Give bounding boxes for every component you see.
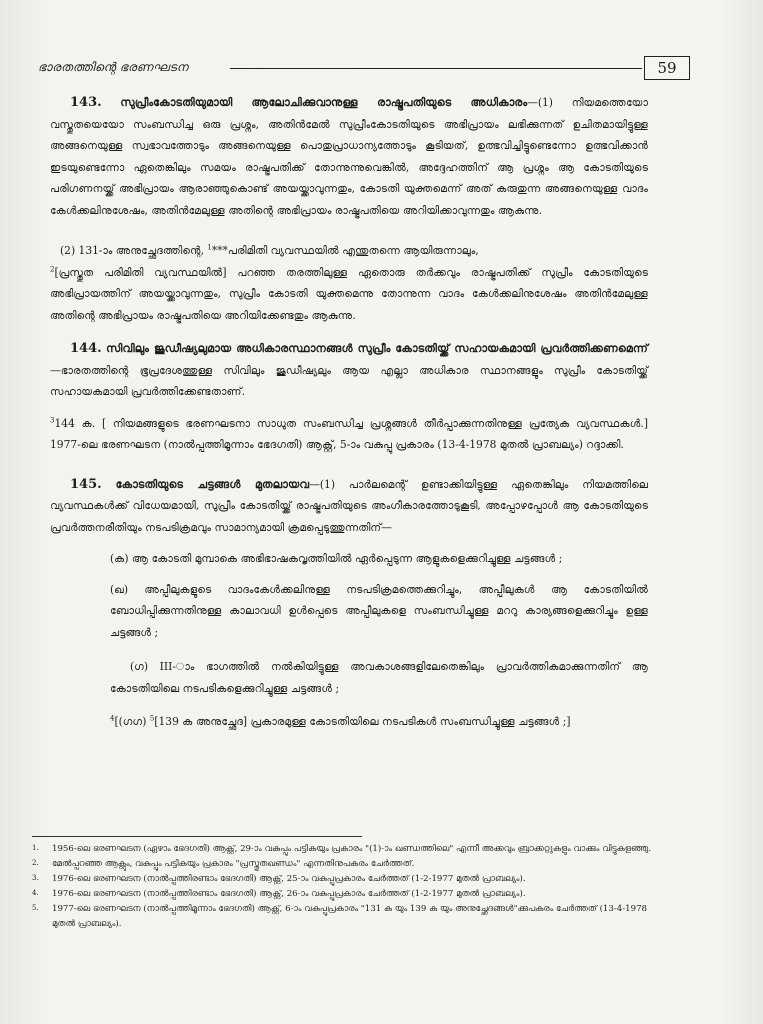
footnote-text: മേൽപ്പറഞ്ഞ ആക്റ്റും, വകുപ്പും പട്ടികയും പ്രകാരം "പ്രസ്തുതഖണ്ഡം" എന്നതിനുപകരം ചേർത്തത്. xyxy=(52,859,415,869)
footnote-marker: 3 xyxy=(50,415,55,424)
footnote-marker: 2 xyxy=(50,264,55,273)
section-144 xyxy=(50,338,648,403)
clause-text: [139 ക അനുച്ഛേദ] പ്രകാരമുള്ള കോടതിയിലെ നടപടികൾ സംബന്ധിച്ചുള്ള ചട്ടങ്ങൾ ;] xyxy=(154,715,571,728)
section-143-clause-2 xyxy=(50,240,648,326)
footnote-number: 5. xyxy=(32,904,39,912)
section-text: 144 ക. [ നിയമങ്ങളുടെ ഭരണഘടനാ സാധുത സംബന്ധിച്ച പ്രശ്നങ്ങൾ തീർപ്പാക്കുന്നതിനുള്ള പ്രത്യേക വ്യവസ്ഥകൾ.] 1977-ലെ ഭരണഘടന (നാൽപ്പത്തിമൂന്നാം ഭേദഗതി) ആക്റ്റ്, 5-ാം വകുപ്പു പ്രകാരം (13-4-1978 മുതൽ പ്രാബല്യം) റദ്ദാക്കി. xyxy=(50,416,648,451)
footnote xyxy=(32,842,652,857)
section-number: 145. xyxy=(70,476,102,492)
footnote xyxy=(32,902,652,932)
clause-ga: (ഗ) III-ാം ഭാഗത്തിൽ നൽകിയിട്ടുള്ള അവകാശങ്ങളിലേതെങ്കിലും പ്രാവർത്തികമാക്കുന്നതിന് ആ കോടതിയിലെ നടപടികളെക്കുറിച്ചുള്ള ചട്ടങ്ങൾ ; xyxy=(110,660,648,695)
footnote xyxy=(32,872,652,887)
footnotes xyxy=(32,842,652,932)
footnote-marker: 4 xyxy=(110,714,115,723)
footnote-text: 1977-ലെ ഭരണഘടന (നാൽപ്പത്തിമൂന്നാം ഭേദഗതി) ആക്റ്റ്, 6-ാം വകുപ്പുപ്രകാരം "131 ക യും 139 ക യും അനുച്ഛേദങ്ങൾ"ക്കുപകരം ചേർത്തത് (13-4-1978 മുതൽ പ്രാബല്യം). xyxy=(52,904,648,929)
clause-text: ***പരിമിതി വ്യവസ്ഥയിൽ എന്തുതന്നെ ആയിരുന്നാലും, xyxy=(211,244,479,257)
section-143-clause-1 xyxy=(50,92,648,221)
page-content xyxy=(50,92,648,733)
footnote-number: 4. xyxy=(32,889,39,897)
clause-text: [പ്രസ്തുത പരിമിതി വ്യവസ്ഥയിൽ] പറഞ്ഞ തരത്തിലുള്ള ഏതൊരു തർക്കവും രാഷ്ട്രപതിക്ക് സുപ്രീം കോടതിയുടെ അഭിപ്രായത്തിന് അയയ്ക്കാവുന്നതും, സുപ്രീം കോടതി യുക്തമെന്നു തോന്നുന്ന വാദം കേൾക്കലിനുശേഷം അതിൻമേലുള്ള അതിന്റെ അഭിപ്രായം രാഷ്ട്രപതിയെ അറിയിക്കേണ്ടതും ആകുന്നു. xyxy=(50,265,648,322)
clause-gaga xyxy=(110,711,648,733)
footnote-marker: 1 xyxy=(207,243,212,252)
footnote xyxy=(32,887,652,902)
running-title: ഭാരതത്തിന്റെ ഭരണഘടന xyxy=(38,60,189,74)
footnote-rule xyxy=(32,836,362,837)
clause-ka: (ക) ആ കോടതി മുമ്പാകെ അഭിഭാഷകവൃത്തിയിൽ ഏർപ്പെടുന്ന ആളുകളെക്കുറിച്ചുള്ള ചട്ടങ്ങൾ ; xyxy=(110,552,563,565)
section-title: സിവിലും ജുഡീഷ്യലുമായ അധികാരസ്ഥാനങ്ങൾ സുപ്രീം കോടതിയ്ക്ക് സഹായകമായി പ്രവർത്തിക്കണമെന്ന് xyxy=(106,341,648,355)
clause-kha: (ഖ) അപ്പീലുകളുടെ വാദംകേൾക്കലിനുള്ള നടപടിക്രമത്തെക്കുറിച്ചും, അപ്പീലുകൾ ആ കോടതിയിൽ ബോധിപ്പിക്കുന്നതിനുള്ള കാലാവധി ഉൾപ്പെടെ അപ്പീലുകളെ സംബന്ധിച്ചുള്ള മററു കാര്യങ്ങളെക്കുറിച്ചും ഉള്ള ചട്ടങ്ങൾ ; xyxy=(110,582,648,639)
section-text: —(1) നിയമത്തെയോ വസ്തുതയെയോ സംബന്ധിച്ച ഒരു പ്രശ്നം, അതിൻമേൽ സുപ്രീംകോടതിയുടെ അഭിപ്രായം ലഭിക്കുന്നത് ഉചിതമായിട്ടുള്ള അങ്ങനെയുള്ള സ്വഭാവത്തോടും അങ്ങനെയുള്ള പൊതുപ്രാധാന്യത്തോടും കൂടിയത്, ഉത്ഭവിച്ചിട്ടുണ്ടെന്നോ ഉത്ഭവിക്കാൻ ഇടയുണ്ടെന്നോ ഏതെങ്കിലും സമയം രാഷ്ട്രപതിക്ക് തോന്നുന്നുവെങ്കിൽ, അദ്ദേഹത്തിന് ആ പ്രശ്നം ആ കോടതിയുടെ പരിഗണനയ്ക്ക് അഭിപ്രായം ആരാഞ്ഞുകൊണ്ട് അയയ്ക്കാവുന്നതും, കോടതി യുക്തമെന്ന് അത് കരുതുന്ന അങ്ങനെയുള്ള വാദം കേൾക്കലിനുശേഷം, അതിൻമേലുള്ള അതിന്റെ അഭിപ്രായം രാഷ്ട്രപതിയെ അറിയിക്കാവുന്നതും ആകുന്നു. xyxy=(50,96,648,217)
page-header xyxy=(38,56,677,82)
footnote-text: 1976-ലെ ഭരണഘടന (നാൽപ്പത്തിരണ്ടാം ഭേദഗതി) ആക്റ്റ്, 25-ാം വകുപ്പുപ്രകാരം ചേർത്തത് (1-2-1977 മുതൽ പ്രാബല്യം). xyxy=(52,874,526,884)
footnote-marker: 5 xyxy=(149,714,155,723)
footnote-number: 2. xyxy=(32,859,39,867)
section-title: കോടതിയുടെ ചട്ടങ്ങൾ മുതലായവ xyxy=(115,476,310,491)
section-text: —ഭാരതത്തിന്റെ ഭൂപ്രദേശത്തുള്ള സിവിലും ജുഡീഷ്യലും ആയ എല്ലാ അധികാര സ്ഥാനങ്ങളും സുപ്രീം കോടതിയ്ക്ക് സഹായകമായി പ്രവർത്തിക്കേണ്ടതാണ്. xyxy=(50,363,648,398)
footnote-text: 1956-ലെ ഭരണഘടന (ഏഴാം ഭേദഗതി) ആക്റ്റ്, 29-ാം വകുപ്പും പട്ടികയും പ്രകാരം "(1)-ാം ഖണ്ഡത്തിലെ" എന്നീ അക്കവും ബ്രാക്കറ്റുകളും വാക്കും വിട്ടുകളഞ്ഞു. xyxy=(52,844,652,854)
clause-text: [(ഗഗ) xyxy=(114,715,150,728)
footnote-number: 3. xyxy=(32,874,39,882)
section-number: 143. xyxy=(70,95,102,110)
section-144a xyxy=(50,413,648,456)
footnote-number: 1. xyxy=(32,844,39,852)
section-145 xyxy=(50,474,648,539)
clause-text: (2) 131-ാം അനുച്ഛേദത്തിന്റെ, xyxy=(60,244,208,257)
section-text: —(1) പാർലമെന്റ് ഉണ്ടാക്കിയിട്ടുള്ള ഏതെങ്കിലും നിയമത്തിലെ വ്യവസ്ഥകൾക്ക് വിധേയമായി, സുപ്രീം കോടതിയ്ക്ക് രാഷ്ട്രപതിയുടെ അംഗീകാരത്തോടുകൂടി, അപ്പോഴപ്പോൾ ആ കോടതിയുടെ പ്രവർത്തനരീതിയും നടപടിക്രമവും സാമാന്യമായി ക്രമപ്പെടുത്തുന്നതിന്— xyxy=(50,477,648,534)
header-rule xyxy=(230,68,642,69)
section-number: 144. xyxy=(70,341,102,356)
page-number: 59 xyxy=(644,56,690,80)
footnote xyxy=(32,857,652,872)
footnote-text: 1976-ലെ ഭരണഘടന (നാൽപ്പത്തിരണ്ടാം ഭേദഗതി) ആക്റ്റ്, 26-ാം വകുപ്പുപ്രകാരം ചേർത്തത് (1-2-1977 മുതൽ പ്രാബല്യം). xyxy=(52,889,526,899)
section-title: സുപ്രീംകോടതിയുമായി ആലോചിക്കുവാനുള്ള രാഷ്ട്രപതിയുടെ അധികാരം xyxy=(120,95,528,109)
